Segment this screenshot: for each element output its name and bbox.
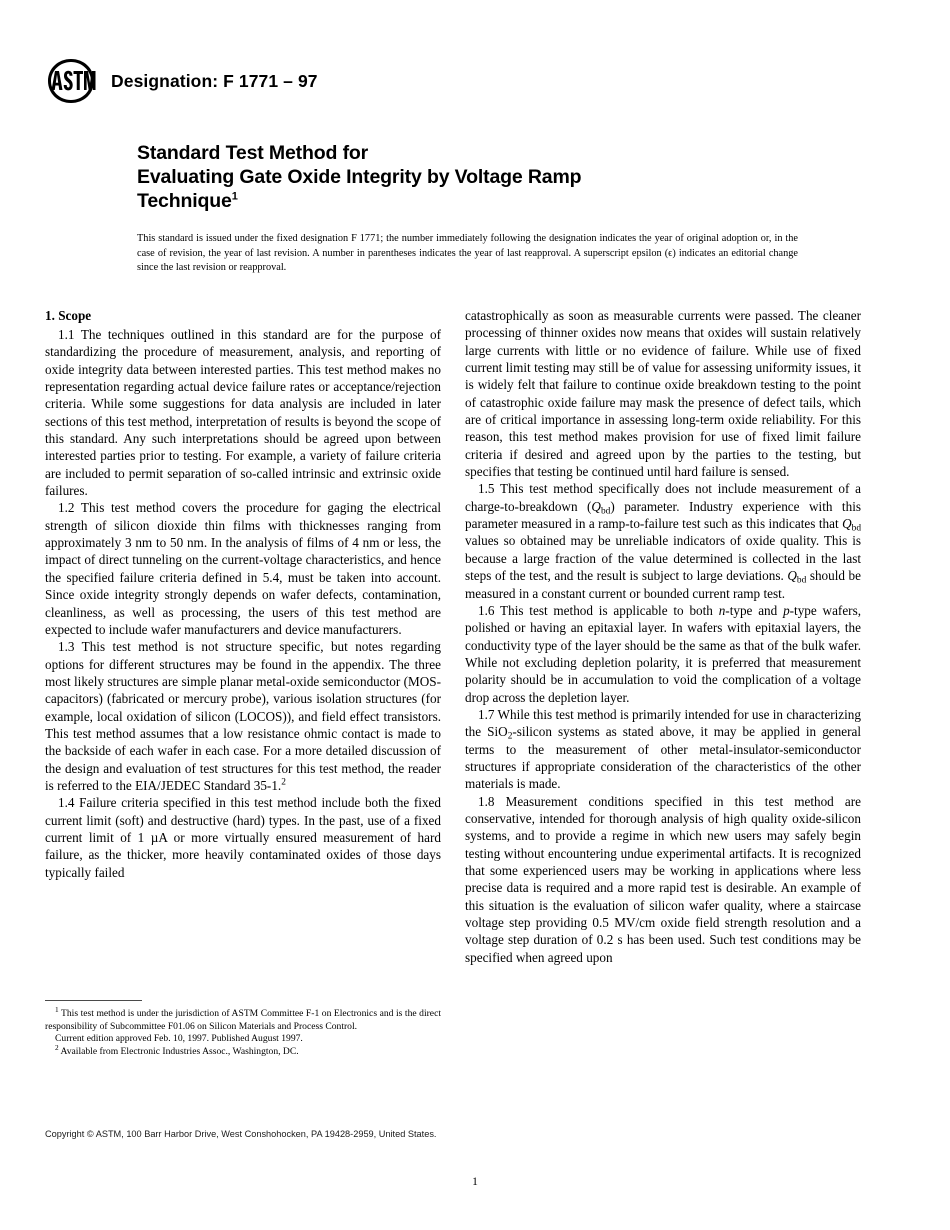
p1-7-seg-2: -silicon systems as stated above, it may be applied in general terms to the measurement of other metal-insulator-semiconductor structures if appropriate consideration of the characteristics of the other materials is made.	[465, 724, 861, 792]
title-line-3	[137, 189, 837, 213]
title-footnote-marker: 1	[231, 190, 238, 203]
p1-5-seg-2: ) parameter. Industry experience with this parameter measured in a ramp-to-failure test such as this indicates that	[465, 498, 861, 532]
footnote-2	[45, 1042, 441, 1059]
sio2-subscript: 2	[507, 731, 513, 742]
footnotes	[45, 1000, 441, 1058]
footnote-1-marker: 1	[55, 1004, 59, 1014]
qbd-symbol-2: Q	[842, 516, 852, 532]
masthead	[45, 55, 905, 107]
left-column	[45, 307, 441, 881]
p-type-symbol: p	[783, 602, 790, 618]
footnote-edition: Current edition approved Feb. 10, 1997. Published August 1997.	[55, 1033, 303, 1045]
p1-5-seg-1: 1.5 This test method specifically does not include measurement of a charge-to-breakdown (	[465, 481, 861, 514]
p1-5-seg-4: should be measured in a constant current or bounded current ramp test.	[465, 568, 861, 601]
section-heading-scope: 1. Scope	[45, 308, 92, 323]
title-line-2: Evaluating Gate Oxide Integrity by Voltage Ramp	[137, 166, 582, 189]
footnote-2-marker: 2	[55, 1042, 59, 1052]
p1-5-seg-3: values so obtained may be unreliable indicators of oxide quality. This is because a large fraction of the value determined is collected in the last steps of the test, and the result is subject to large deviations.	[465, 533, 861, 584]
paragraph-1-6	[465, 602, 861, 706]
paragraph-1-4-continued: catastrophically as soon as measurable currents were passed. The cleaner processing of thinner oxides now means that oxides will sustain relatively large currents with little or no evidence of failure. While use of fixed current limit testing may still be of value for assessing uniformity issues, it is widely felt that failure to continue oxide breakdown testing to the point of catastrophic oxide failure may mask the presence of defect tails, which are of critical importance in assessing long-term oxide reliability. For this reason, this test method makes provision for use of fixed limit failure criteria if desired and agreed upon by the parties to the testing, but specifies that testing be continued until hard failure is sensed.	[465, 308, 861, 480]
designation-label: Designation: F 1771 – 97	[111, 70, 318, 91]
qbd-subscript-3: bd	[796, 575, 807, 586]
footnote-divider	[45, 1000, 142, 1001]
paragraph-1-4: 1.4 Failure criteria specified in this test method include both the fixed current limit (soft) and destructive (hard) types. In the past, use of a fixed current limit of 1 µA or more virtually ensured measurement of hard failure, as the thicker, more heavily contaminated oxides of those days typically failed	[45, 795, 441, 880]
paragraph-1-1: 1.1 The techniques outlined in this standard are for the purpose of standardizing the procedure of measurement, analysis, and reporting of oxide integrity data between interested parties. This test method makes no representation regarding actual device failure rates or acceptance/rejection criteria. While some suggestions for data analysis are included in later sections of this test method, interpretation of results is beyond the scope of this standard. Any such interpretations should be agreed upon between interested parties prior to testing. For example, a variety of failure criteria are included to permit separation of so-called intrinsic and extrinsic oxide failures.	[45, 327, 441, 499]
p1-7-seg-1: 1.7 While this test method is primarily intended for use in characterizing the SiO	[465, 706, 861, 740]
title-line-3-text: Technique	[137, 190, 232, 213]
footnote-1-text: This test method is under the jurisdiction of ASTM Committee F-1 on Electronics and is the direct responsibility of Subcommittee F01.06 on Silicon Materials and Process Control.	[45, 1008, 441, 1032]
footnote-1	[45, 1004, 441, 1033]
paragraph-1-5	[465, 480, 861, 601]
copyright-line: Copyright © ASTM, 100 Barr Harbor Drive, West Conshohocken, PA 19428-2959, United States.	[45, 1129, 437, 1139]
p1-6-seg-3: -type wafers, polished or having an epitaxial layer. In wafers with epitaxial layers, the conductivity type of the layer should be the same as that of the bulk wafer. While not excluding depletion polarity, it is preferred that measurement polarity should be in accumulation to void the complication of a voltage drop across the depletion layer.	[465, 602, 862, 705]
paragraph-1-2: 1.2 This test method covers the procedure for gaging the electrical strength of silicon dioxide thin films with thicknesses ranging from approximately 3 nm to 50 nm. In the analysis of films of 4 nm or less, the impact of direct tunneling on the current-voltage characteristics, and hence the specified failure criteria defined in 5.4, must be taken into account. Since oxide integrity strongly depends on wafer defects, contamination, cleanliness, as well as processing, the users of this test method are expected to include wafer manufacturers and device manufacturers.	[45, 500, 441, 637]
qbd-symbol-3: Q	[787, 568, 797, 584]
paragraph-1-8: 1.8 Measurement conditions specified in this test method are conservative, intended for thorough analysis of high quality oxide-silicon systems, and to provide a regime in which new users may safely begin testing without encountering undue experimental artifacts. It is recognized that some experienced users may be working in applications where less precise data is required and a more rapid test is desirable. An example of this situation is the evaluation of silicon wafer quality, where a staircase voltage step providing 0.5 MV/cm oxide field strength resolution and a voltage step duration of 0.2 s has been used. Such test conditions may be specified when agreed upon	[465, 793, 861, 965]
qbd-subscript-2: bd	[851, 523, 861, 534]
page-number: 1	[472, 1176, 478, 1188]
paragraph-1-3-text: 1.3 This test method is not structure specific, but notes regarding options for different structures may be found in the appendix. The three most likely structures are simple planar metal-oxide semiconductor (MOS-capacitors) (fabricated or mercury probe), various isolation structures (for example, local oxidation of silicon (LOCOS)), and field effect transistors. This test method assumes that a low resistance ohmic contact is made to the backside of each wafer in each case. For a more detailed discussion of the design and evaluation of test structures for this test method, the reader is referred to the EIA/JEDEC Standard 35-1.	[45, 639, 441, 793]
astm-logo-icon	[45, 58, 97, 104]
standard-issue-note: This standard is issued under the fixed designation F 1771; the number immediately following the designation indicates the year of original adoption or, in the case of revision, the year of last revision. A number in parentheses indicates the year of last reapproval. A superscript epsilon (ϵ) indicates an editorial change since the last revision or reapproval.	[137, 233, 798, 274]
qbd-subscript-1: bd	[600, 506, 611, 517]
p1-6-seg-1: 1.6 This test method is applicable to both	[478, 602, 719, 618]
footnote-2-text: Available from Electronic Industries Assoc., Washington, DC.	[58, 1045, 299, 1057]
right-column	[465, 307, 861, 966]
n-type-symbol: n	[718, 602, 726, 618]
paragraph-1-3-footnote-marker: 2	[281, 777, 286, 788]
p1-6-seg-2: -type and	[725, 602, 784, 618]
qbd-symbol-1: Q	[591, 498, 601, 514]
paragraph-1-7	[465, 706, 861, 793]
paragraph-1-3	[45, 638, 441, 794]
title-line-1: Standard Test Method for	[137, 142, 369, 164]
document-title	[137, 141, 837, 214]
